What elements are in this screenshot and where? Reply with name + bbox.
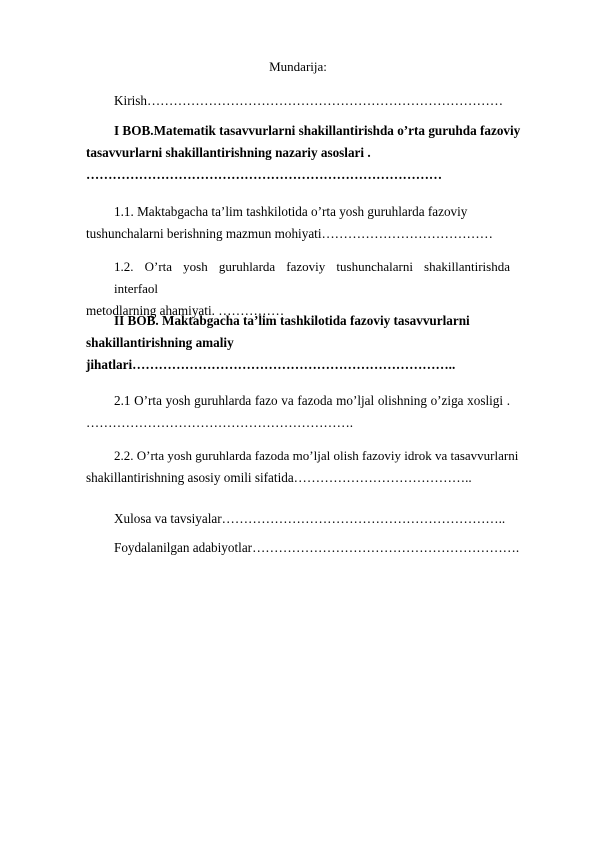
toc-entry-conclusion	[86, 508, 510, 530]
toc-entry-intro-text: Kirish………………………………………………………………………	[114, 93, 504, 108]
toc-chapter-2-line-1: II BOB. Maktabgacha ta’lim tashkilotida fazoviy tasavvurlarni	[114, 313, 470, 328]
toc-section-2-2-line-1: 2.2. O’rta yosh guruhlarda fazoda mo’ljal olish fazoviy idrok va tasavvurlarni	[114, 448, 519, 463]
toc-entry-section-2-2	[86, 445, 519, 489]
toc-chapter-2-line-2: shakillantirishning amaliy	[86, 335, 234, 350]
toc-entry-section-2-1	[86, 390, 510, 434]
toc-section-1-1-line-1: 1.1. Maktabgacha ta’lim tashkilotida o’rta yosh guruhlarda fazoviy	[114, 204, 468, 219]
toc-entry-intro	[86, 90, 510, 112]
toc-chapter-1-line-3: ………………………………………………………………………	[86, 167, 443, 182]
toc-chapter-1-line-1: I BOB.Matematik tasavvurlarni shakillantirishda o’rta guruhda fazoviy	[114, 123, 521, 138]
toc-conclusion-text: Xulosa va tavsiyalar………………………………………………………..	[114, 511, 506, 526]
toc-section-2-1-line-2: …………………………………………………….	[86, 415, 354, 430]
toc-section-2-2-line-2: shakillantirishning asosiy omili sifatida…………………………………..	[86, 470, 472, 485]
toc-title: Mundarija:	[269, 59, 327, 74]
toc-entry-chapter-2	[86, 310, 510, 376]
toc-section-1-2-line-1: 1.2. O’rta yosh guruhlarda fazoviy tushunchalarni shakillantirishda interfaol	[114, 259, 510, 296]
toc-entry-chapter-1	[86, 120, 521, 186]
toc-section-2-1-line-1: 2.1 O’rta yosh guruhlarda fazo va fazoda mo’ljal olishning o’ziga xosligi .	[114, 393, 510, 408]
toc-entry-section-1-1	[86, 201, 510, 245]
toc-chapter-2-line-3: jihatlari………………………………………………………………..	[86, 357, 456, 372]
toc-section-1-2-line-2: metodlarning ahamiyati. ……………	[86, 303, 285, 318]
toc-entry-references	[86, 537, 520, 559]
toc-references-text: Foydalanilgan adabiyotlar…………………………………………………….	[114, 540, 520, 555]
toc-chapter-1-line-2: tasavvurlarni shakillantirishning nazariy asoslari .	[86, 145, 371, 160]
toc-section-1-1-line-2: tushunchalarni berishning mazmun mohiyati…………………………………	[86, 226, 493, 241]
